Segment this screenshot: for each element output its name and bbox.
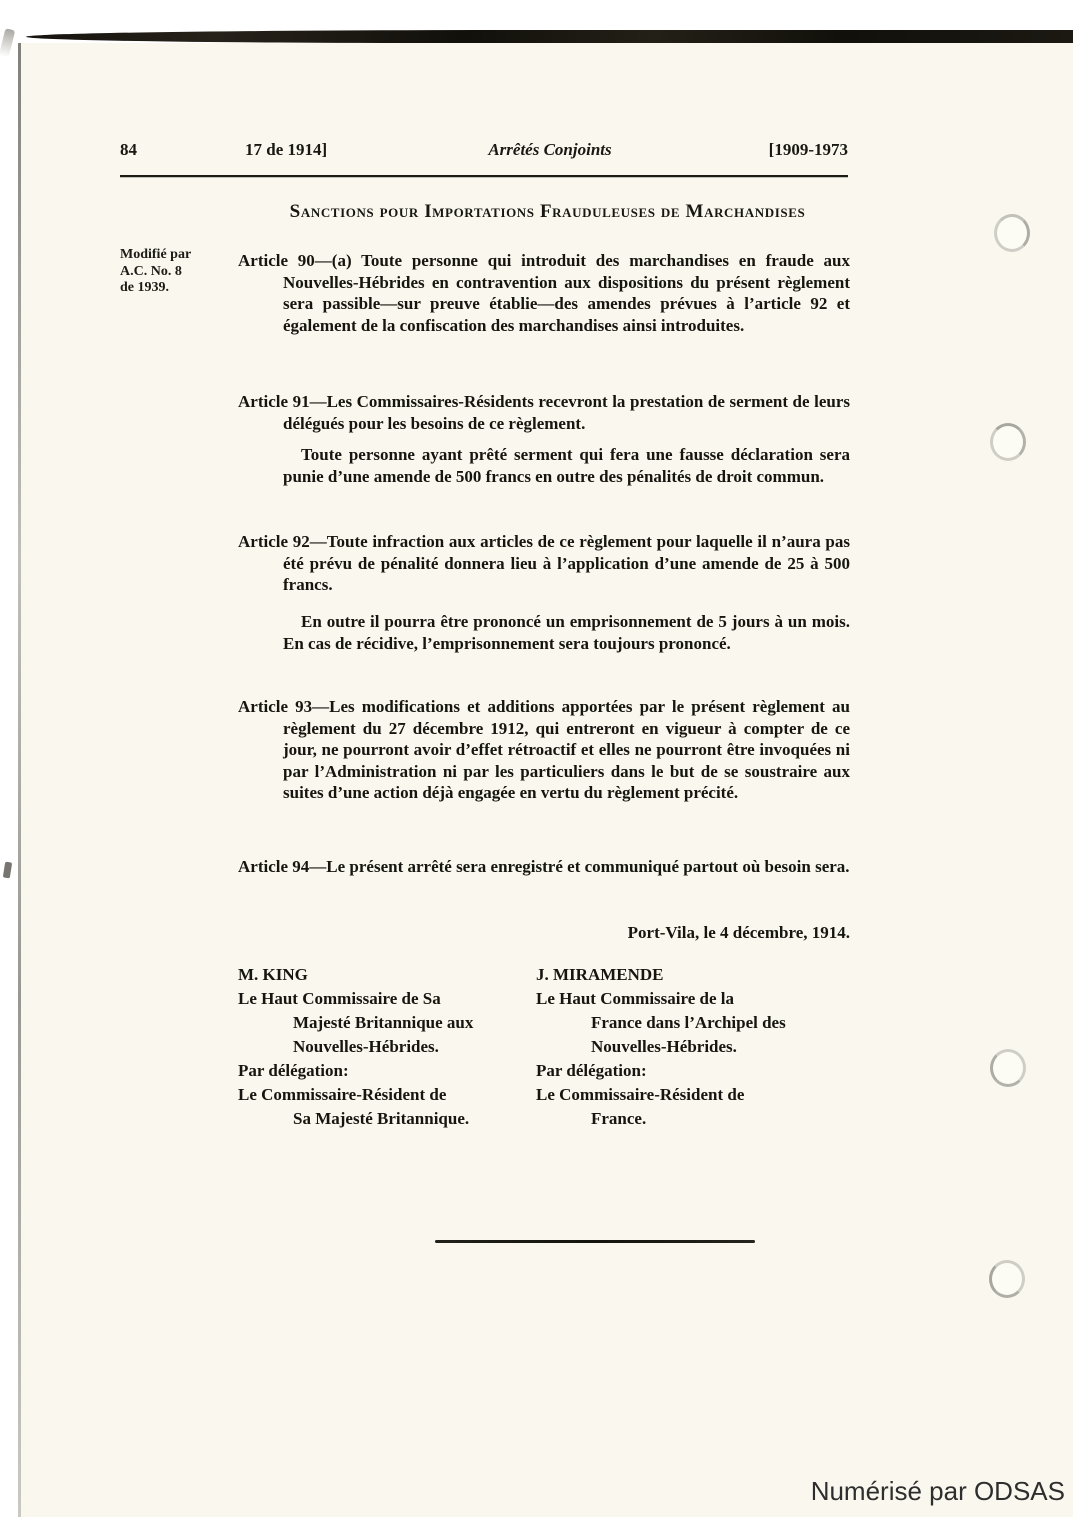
paragraph-article-92-continued: En outre il pourra être prononcé un emprisonnement de 5 jours à un mois. En cas de récidive, l’emprisonnement sera toujours prononcé. [283,612,850,653]
paper-page [20,43,1073,1517]
signature-line: Majesté Britannique aux [293,1013,474,1032]
signature-line: Nouvelles-Hébrides. [591,1037,737,1056]
signature-line: Le Commissaire-Résident de [536,1085,745,1104]
paragraph-article-93: Article 93—Les modifications et additions apportées par le présent règlement au règlement du 27 décembre 1912, qui entreront en vigueur à compter de ce jour, ne pourront avoir d’effet rétroactif et elles ne pourront être invoquées ni par l’Administration ni par les particuliers dans le but de se soustraire aux suites d’une action déjà engagée en vertu du règlement précité. [238,697,850,803]
section-heading: Sanctions pour Importations Frauduleuses de Marchandises [289,201,806,222]
page-number: 84 [120,140,137,159]
paragraph-article-92: Article 92—Toute infraction aux articles de ce règlement pour laquelle il n’aura pas été prévu de pénalité donnera lieu à l’application d’une amende de 25 à 500 francs. [238,532,850,595]
hole-punch [994,214,1030,252]
signatory-name: M. KING [238,965,308,984]
signatory-name: J. MIRAMENDE [536,965,664,984]
scan-smudge [0,28,15,58]
signature-line: France. [591,1109,647,1128]
scan-credit: Numérisé par ODSAS [810,1476,1065,1506]
signature-line: Sa Majesté Britannique. [293,1109,470,1128]
paragraph-article-91-continued: Toute personne ayant prêté serment qui fera une fausse déclaration sera punie d’une amende de 500 francs en outre des pénalités de droit commun. [283,445,850,486]
paragraph-article-94: Article 94—Le présent arrêté sera enregistré et communiqué partout où besoin sera. [238,857,850,876]
margin-note-line: Modifié par [120,247,192,262]
year-range: [1909-1973 [768,140,848,159]
dateline: Port-Vila, le 4 décembre, 1914. [627,923,850,942]
signature-line: France dans l’Archipel des [591,1013,786,1032]
running-title: Arrêtés Conjoints [488,140,612,159]
signature-line: Nouvelles-Hébrides. [293,1037,439,1056]
signature-line: Le Haut Commissaire de Sa [238,989,441,1008]
paragraph-article-91: Article 91—Les Commissaires-Résidents recevront la prestation de serment de leurs délégués pour les besoins de ce règlement. [238,392,850,433]
scan-edge-bar [26,30,1073,43]
signature-line: Le Commissaire-Résident de [238,1085,447,1104]
hole-punch [990,423,1026,461]
margin-note-line: A.C. No. 8 [120,263,182,279]
paragraph-article-90: Article 90—(a) Toute personne qui introduit des marchandises en fraude aux Nouvelles-Hébrides en contravention aux dispositions du présent règlement sera passible—sur preuve établie—des amendes prévues à l’article 92 et également de la confiscation des marchandises ainsi introduites. [238,251,850,335]
margin-note [120,247,235,297]
header-rule [120,175,848,177]
closing-divider [435,1240,755,1243]
signature-block-british [238,963,538,1131]
signature-block-french [536,963,836,1131]
signature-line: Le Haut Commissaire de la [536,989,735,1008]
signature-line: Par délégation: [536,1061,647,1080]
hole-punch [989,1260,1025,1298]
hole-punch [990,1049,1026,1087]
paper-left-edge [18,43,21,1517]
scan-artifact-tick [3,862,12,879]
margin-note-line: de 1939. [120,280,169,295]
document-reference: 17 de 1914] [245,140,328,159]
signature-line: Par délégation: [238,1061,349,1080]
